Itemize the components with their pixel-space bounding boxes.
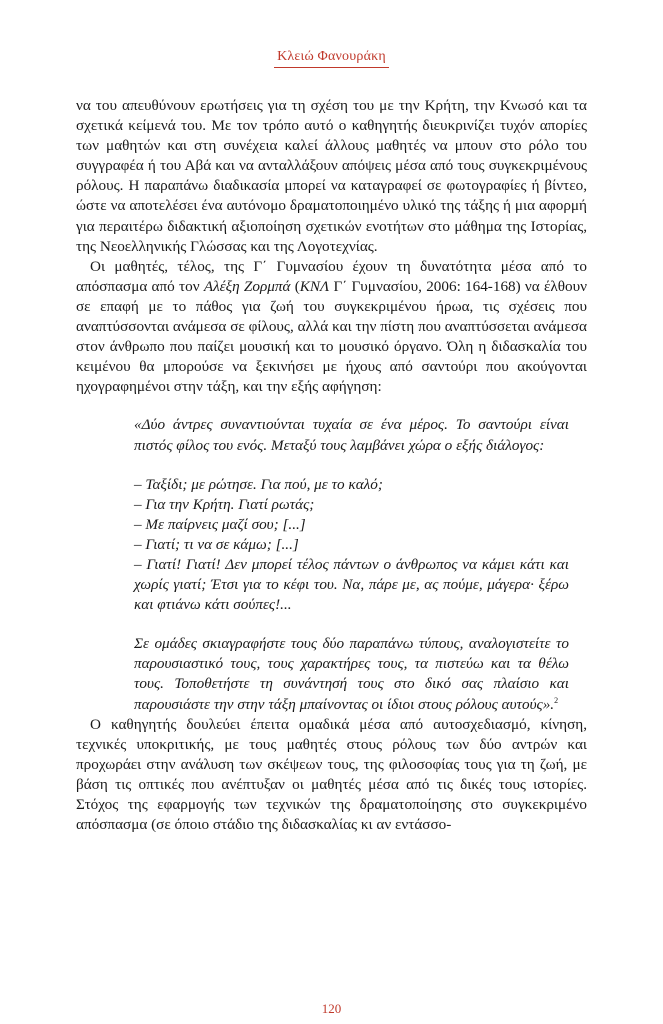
quote-intro: «Δύο άντρες συναντιούνται τυχαία σε ένα μέρος. Το σαντούρι είναι πιστός φίλος του ενός. Μεταξύ τους λαμβάνει χώρα ο εξής διάλογος: [134,416,569,454]
block-quote [76,415,587,455]
paragraph-text: ( [290,277,300,295]
quote-instruction [134,634,569,714]
footnote-reference[interactable]: 2 [554,695,559,705]
page-number: 120 [321,1001,342,1016]
source-abbreviation: ΚΝΛ [299,277,330,295]
dialogue-line: – Με παίρνεις μαζί σου; [...] [134,515,306,533]
paragraph-zorbas [76,257,587,398]
book-title: Αλέξη Ζορμπά [203,277,291,295]
quote-instruction-text: Σε ομάδες σκιαγραφήστε τους δύο παραπάνω τύπους, αναλογιστείτε το παρουσιαστικό τους, τους χαρακτήρες τους, τα πιστεύω και τα θέλω τους. Τοποθετήστε τη συνάντησή τους στο δικό σας πλαίσιο και παρουσιάστε την στην τάξη μπαίνοντας οι ίδιοι στους ρόλους αυτούς». [134,635,569,713]
quote-instruction-block [76,634,587,714]
page-body [76,96,587,835]
dialogue-line: – Γιατί; τι να σε κάμω; [...] [134,535,299,553]
dialogue-line: – Γιατί! Γιατί! Δεν μπορεί τέλος πάντων ο άνθρωπος να κάμει κάτι και χωρίς γιατί; Έτσι για το κέφι του. Να, πάρε με, ας πούμε, μάγερα· ξέρω και φτιάνω κάτι σούπες!... [134,555,569,614]
paragraph-closing: Ο καθηγητής δουλεύει έπειτα ομαδικά μέσα από αυτοσχεδιασμό, κίνηση, τεχνικές υποκριτικής, με τους μαθητές στους ρόλους των δύο αντρών και προχωράει στην ανάλυση των σκέψεων τους, της φιλοσοφίας τους για τη ζωή, με βάση τις οπτικές που ανέπτυξαν οι μαθητές μέσα από τις δικές τους ιστορίες. Στόχος της εφαρμογής των τεχνικών της δραματοποίησης στο συγκεκριμένο απόσπασμα (σε όποιο στάδιο της διδασκαλίας κι αν εντάσσο- [76,715,587,834]
dialogue-line: – Ταξίδι; με ρώτησε. Για πού, με το καλό; [134,475,383,493]
paragraph-text: Οι μαθητές, τέλος, της Γ΄ Γυμνασίου έχουν τη δυνατότητα μέσα από το απόσπασμα από τον [76,257,587,295]
paragraph-intro: να του απευθύνουν ερωτήσεις για τη σχέση του με την Κρήτη, την Κνωσό και τα σχετικά κείμενά του. Με τον τρόπο αυτό ο καθηγητής διευκρινίζει τυχόν απορίες των μαθητών και στη συνέχεια καλεί άλλους μαθητές να μπουν στο ρόλο του συγγραφέα ή του Αβά και να ανταλλάξουν απόψεις μέσα από τους συγκεκριμένους ρόλους. Η παραπάνω διαδικασία μπορεί να καταγραφεί σε φωτογραφίες ή βίντεο, ώστε να αποτελέσει ένα αυτόνομο δραματοποιημένο υλικό της τάξης ή μια αφορμή για περαιτέρω διδακτική αξιοποίηση σχετικών ενοτήτων στο μάθημα της Ιστορίας, της Νεοελληνικής Γλώσσας και της Λογοτεχνίας. [76,97,587,255]
dialogue-line: – Για την Κρήτη. Γιατί ρωτάς; [134,495,315,513]
running-header [0,47,663,68]
paragraph-text: Γ΄ Γυμνασίου, 2006: 164-168) να έλθουν σε επαφή με το πάθος για ζωή του συγκεκριμένου ήρωα, τις σχέσεις που αναπτύσσονται ανάμεσα σε φίλους, αλλά και την πίστη που αναπτύσσεται ανάμεσα στον άνθρωπο που παίζει μουσική και το μουσικό όργανο. Όλη η διδασκαλία του κειμένου θα μπορούσε να ξεκινήσει με ήχους από σαντούρι που ακούγονται ηχογραφημένοι στην τάξη, και την εξής αφήγηση: [76,277,587,396]
author-name-header: Κλειώ Φανουράκη [274,49,389,68]
quote-dialogue [76,475,587,616]
